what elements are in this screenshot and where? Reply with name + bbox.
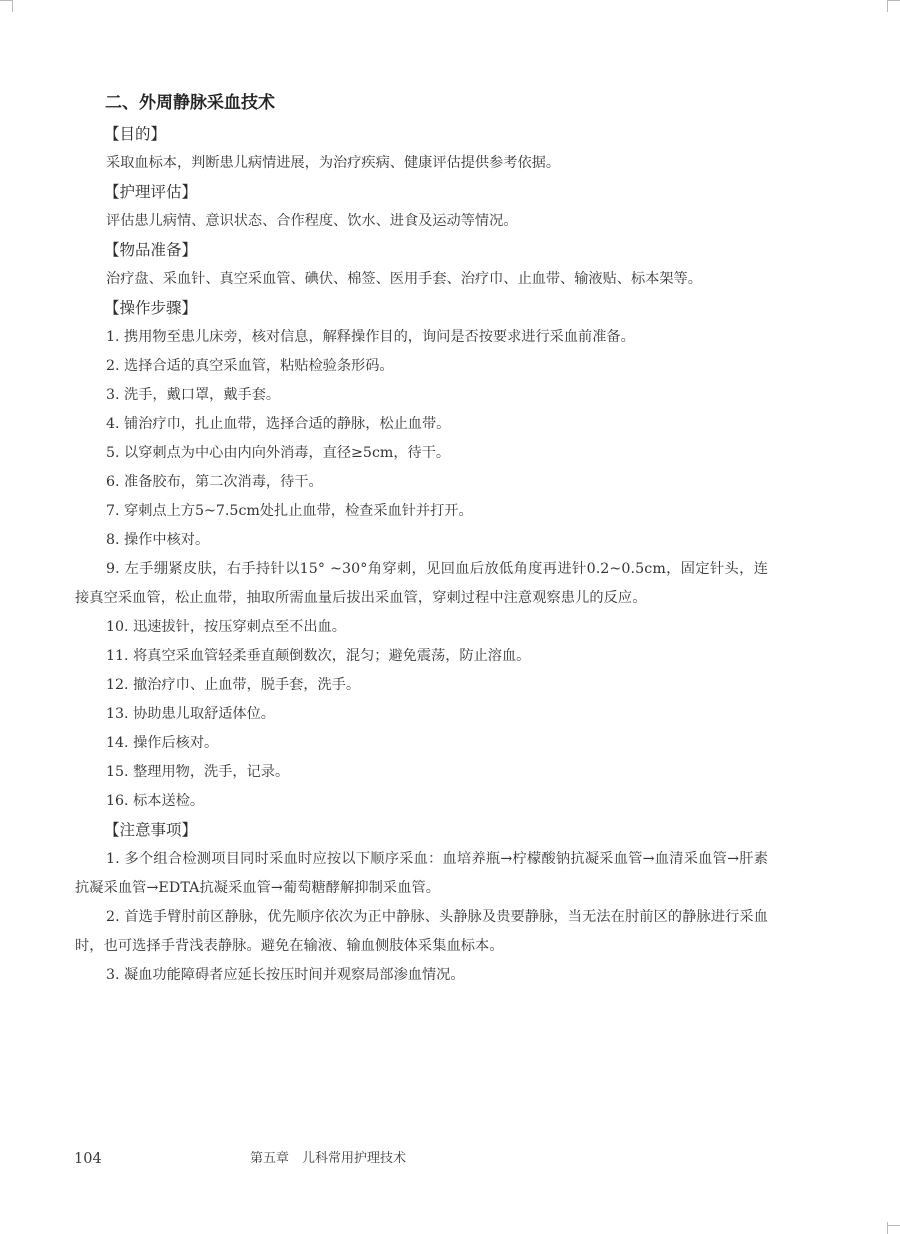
step-item: 9. 左手绷紧皮肤，右手持针以15° ~30°角穿刺，见回血后放低角度再进针0.2~0.5cm，固定针头，连接真空采血管，松止血带，抽取所需血量后拔出采血管，穿刺过程中注意观察患儿的反应。 bbox=[75, 561, 768, 606]
crop-mark-bottom-right-vertical bbox=[887, 1222, 888, 1234]
page-content bbox=[75, 86, 768, 990]
assessment-text: 评估患儿病情、意识状态、合作程度、饮水、进食及运动等情况。 bbox=[106, 213, 518, 229]
step-item: 13. 协助患儿取舒适体位。 bbox=[106, 706, 275, 722]
step-item: 5. 以穿刺点为中心由内向外消毒，直径≥5cm，待干。 bbox=[106, 445, 451, 461]
step-item: 16. 标本送检。 bbox=[106, 793, 205, 809]
steps-heading: 【操作步骤】 bbox=[104, 299, 198, 317]
purpose-text: 采取血标本，判断患儿病情进展，为治疗疾病、健康评估提供参考依据。 bbox=[106, 155, 561, 171]
step-item: 11. 将真空采血管轻柔垂直颠倒数次，混匀；避免震荡，防止溶血。 bbox=[106, 648, 531, 664]
note-item: 2. 首选手臂肘前区静脉，优先顺序依次为正中静脉、头静脉及贵要静脉，当无法在肘前区的静脉进行采血时，也可选择手背浅表静脉。避免在输液、输血侧肢体采集血标本。 bbox=[75, 909, 768, 954]
note-item: 3. 凝血功能障碍者应延长按压时间并观察局部渗血情况。 bbox=[106, 967, 465, 983]
crop-mark-top-left bbox=[0, 0, 12, 1]
section-title: 二、外周静脉采血技术 bbox=[105, 93, 275, 113]
crop-mark-top-left-vertical bbox=[12, 0, 13, 12]
step-item: 6. 准备胶布，第二次消毒，待干。 bbox=[106, 474, 323, 490]
step-item: 10. 迅速拔针，按压穿刺点至不出血。 bbox=[106, 619, 346, 635]
step-item: 12. 撤治疗巾、止血带，脱手套，洗手。 bbox=[106, 677, 361, 693]
page-number: 104 bbox=[74, 1151, 102, 1167]
crop-mark-top-right-vertical bbox=[887, 0, 888, 12]
notes-heading: 【注意事项】 bbox=[104, 821, 198, 839]
step-item: 8. 操作中核对。 bbox=[106, 532, 210, 548]
assessment-heading: 【护理评估】 bbox=[104, 183, 198, 201]
step-item: 2. 选择合适的真空采血管，粘贴检验条形码。 bbox=[106, 358, 394, 374]
crop-mark-bottom-right bbox=[888, 1225, 900, 1226]
step-item: 14. 操作后核对。 bbox=[106, 735, 219, 751]
step-item: 1. 携用物至患儿床旁，核对信息，解释操作目的，询问是否按要求进行采血前准备。 bbox=[106, 329, 635, 345]
purpose-heading: 【目的】 bbox=[104, 125, 167, 143]
chapter-title: 第五章 儿科常用护理技术 bbox=[250, 1151, 407, 1166]
step-item: 15. 整理用物，洗手，记录。 bbox=[106, 764, 290, 780]
crop-mark-top-right bbox=[888, 0, 900, 1]
step-item: 4. 铺治疗巾，扎止血带，选择合适的静脉，松止血带。 bbox=[106, 416, 451, 432]
supplies-heading: 【物品准备】 bbox=[104, 241, 198, 259]
supplies-text: 治疗盘、采血针、真空采血管、碘伏、棉签、医用手套、治疗巾、止血带、输液贴、标本架等。 bbox=[106, 271, 702, 287]
step-item: 7. 穿刺点上方5~7.5cm处扎止血带，检查采血针并打开。 bbox=[106, 503, 473, 519]
step-item: 3. 洗手，戴口罩，戴手套。 bbox=[106, 387, 281, 403]
note-item: 1. 多个组合检测项目同时采血时应按以下顺序采血：血培养瓶→柠檬酸钠抗凝采血管→血清采血管→肝素抗凝采血管→EDTA抗凝采血管→葡萄糖酵解抑制采血管。 bbox=[75, 851, 768, 896]
